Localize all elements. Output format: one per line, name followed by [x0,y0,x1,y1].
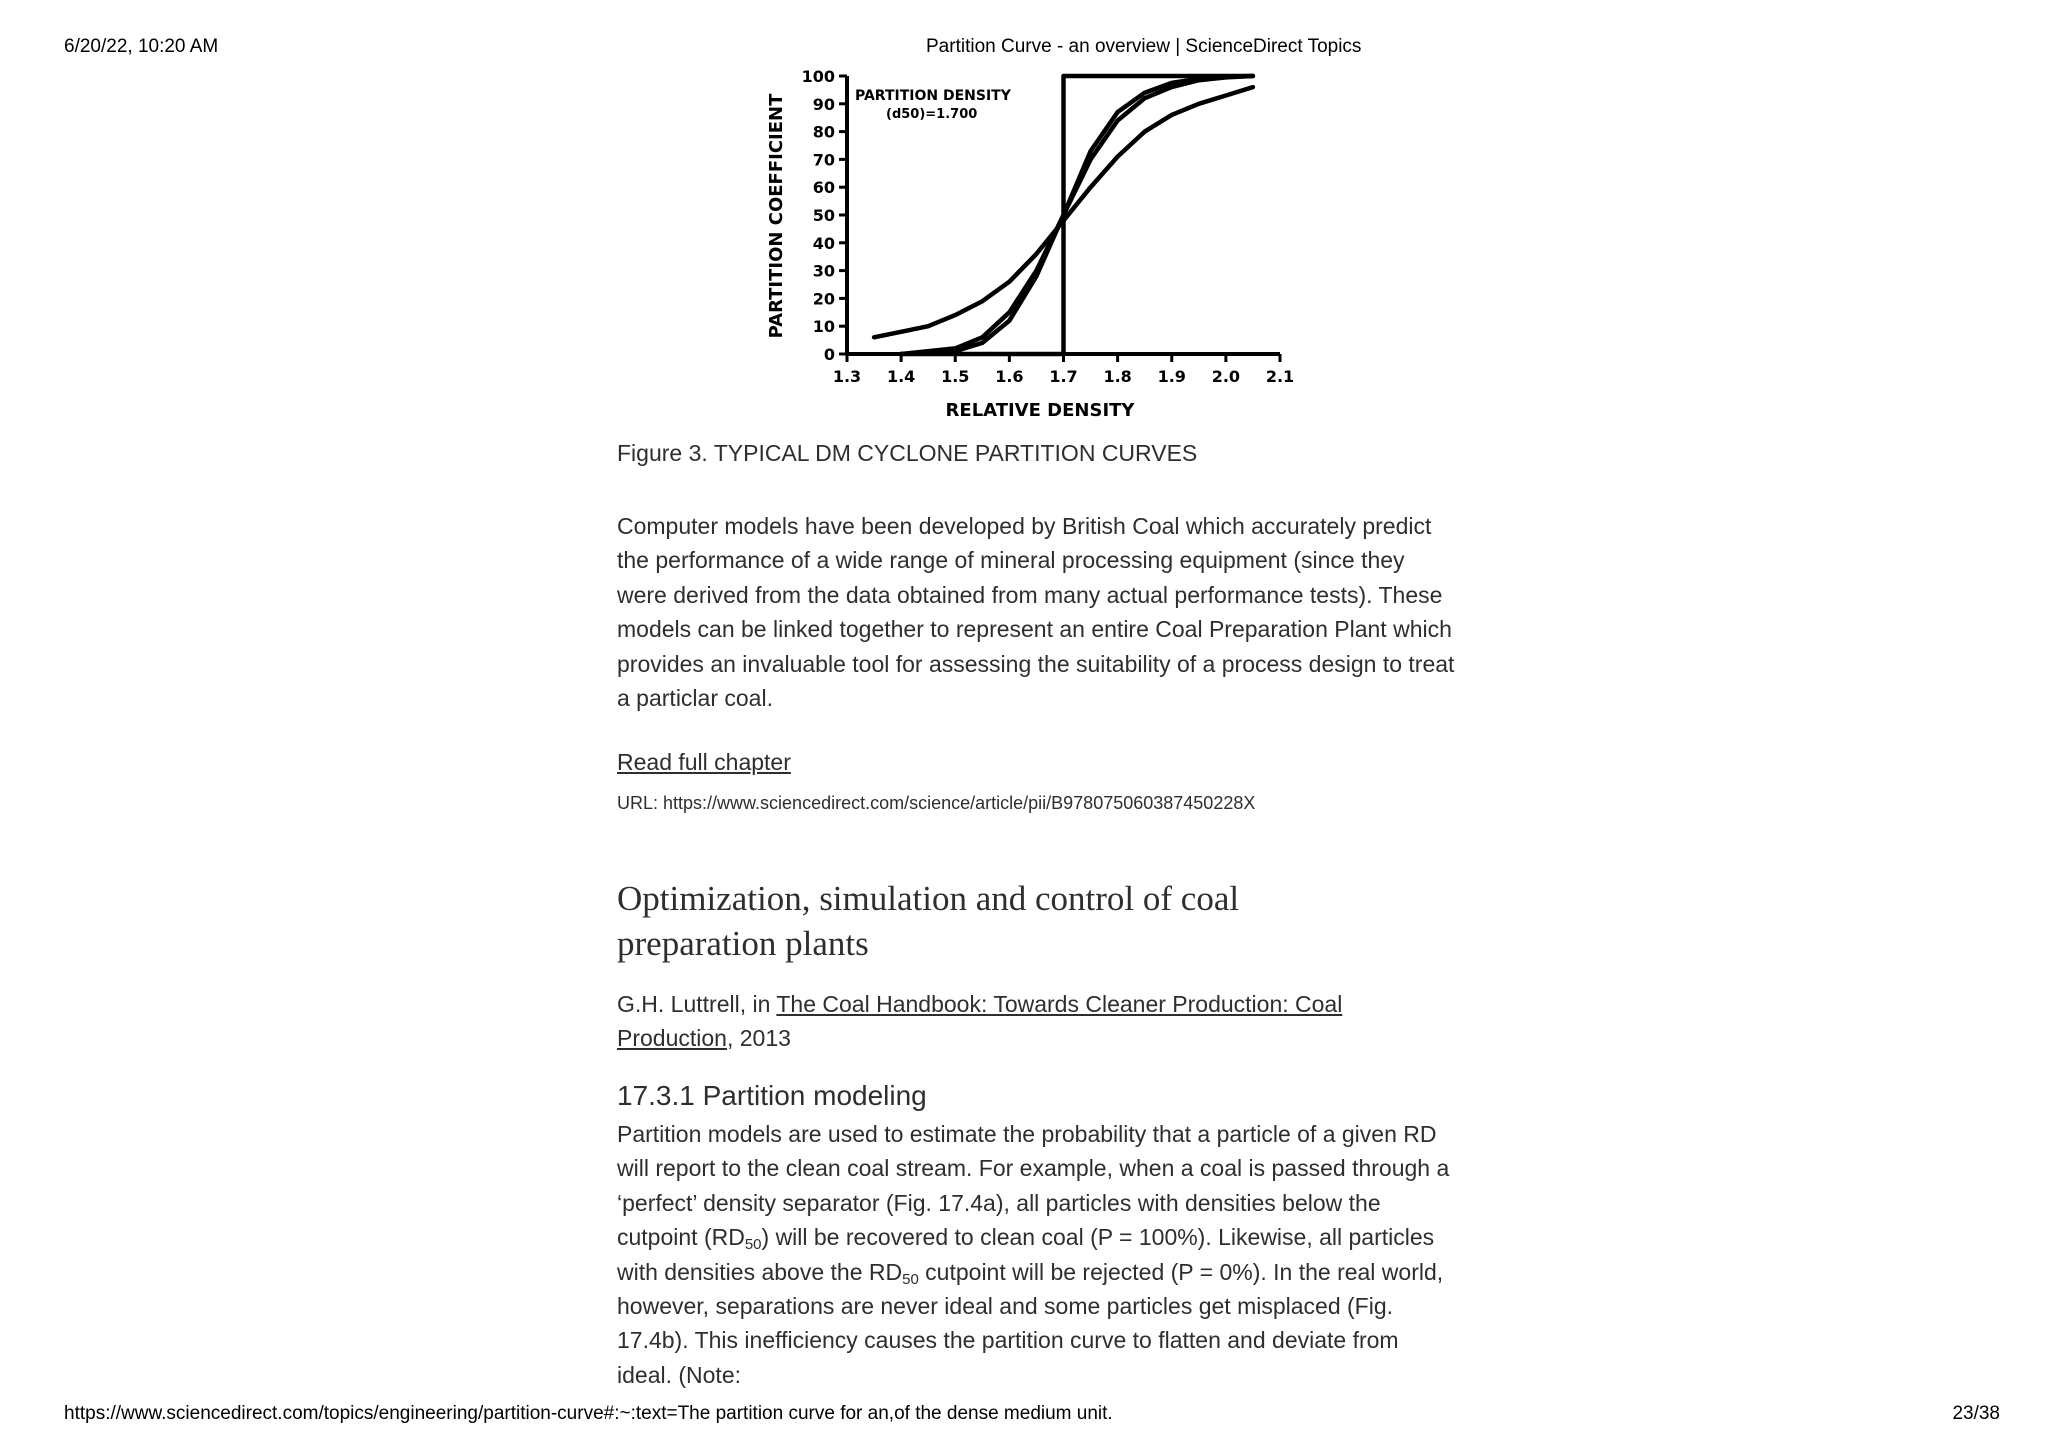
x-tick-label: 1.5 [941,367,970,386]
byline [617,987,1457,1056]
y-tick-label: 0 [823,345,835,364]
author: G.H. Luttrell, in [617,991,777,1017]
x-axis-label: RELATIVE DENSITY [945,400,1135,421]
x-tick-label: 1.9 [1157,367,1186,386]
x-tick-label: 1.6 [995,367,1024,386]
y-tick-label: 60 [812,178,835,198]
y-tick-label: 100 [801,68,835,86]
text-part: ) will be recovered to clean coal (P = 100%). Likewise, all particles with densities above the RD [617,1224,1435,1285]
x-tick-label: 1.8 [1103,367,1132,386]
subscript: 50 [744,1236,762,1254]
article-paragraph: Computer models have been developed by British Coal which accurately predict the performance of a wide range of mineral processing equipment (since they were derived from the data obtained from many actual performance tests). These models can be linked together to represent an entire Coal Preparation Plant which provides an invaluable tool for assessing the suitability of a process design to treat a particlar coal. [617,513,1455,712]
annotation-value: (d50)=1.700 [886,107,978,122]
page-number: 23/38 [1952,1403,2000,1424]
y-tick-label: 80 [812,122,835,142]
partition-curve-chart [760,68,1320,428]
text-part: Partition models are used to estimate the probability that a particle of a given RD will report to the clean coal stream. For example, when a coal is passed through a ‘perfect’ density separator (Fig. 17.4a), all particles with densities below the cutpoint (RD [617,1121,1450,1251]
y-axis-label: PARTITION COEFFICIENT [766,93,787,339]
subscript: 50 [902,1270,919,1288]
partition-modeling-paragraph [617,1117,1457,1392]
subsection-heading: 17.3.1 Partition modeling [617,1080,927,1111]
x-tick-label: 1.4 [886,367,916,386]
y-tick-label: 50 [812,206,835,225]
y-tick-label: 20 [812,289,835,309]
x-tick-label: 2.0 [1211,367,1241,386]
x-tick-label: 2.1 [1265,367,1295,386]
section-title: Optimization, simulation and control of coal preparation plants [617,879,1240,963]
annotation-label: PARTITION DENSITY [855,88,1011,104]
y-tick-label: 10 [812,317,835,337]
y-tick-label: 70 [812,150,835,170]
x-tick-label: 1.3 [832,367,862,386]
read-full-chapter-link[interactable]: Read full chapter [617,749,791,775]
y-tick-label: 30 [812,261,835,281]
y-tick-label: 90 [812,94,835,114]
year: , 2013 [726,1025,791,1052]
y-tick-label: 40 [812,233,835,253]
print-date: 6/20/22, 10:20 AM [64,36,219,57]
article-url: URL: https://www.sciencedirect.com/science/article/pii/B978075060387450228X [617,793,1256,813]
figure-caption: Figure 3. TYPICAL DM CYCLONE PARTITION CURVES [617,440,1198,466]
text-part: cutpoint will be rejected (P = 0%). In the real world, however, separations are never ideal and some particles get misplaced (Fig. 17.4b). This inefficiency causes the partition curve to flatten and deviate from ideal. (Note: [617,1258,1444,1388]
print-url: https://www.sciencedirect.com/topics/engineering/partition-curve#:~:text=The partition curve for an,of the dense medium unit. [64,1403,1113,1424]
book-link[interactable]: The Coal Handbook: Towards Cleaner Production: Coal Production [617,991,1343,1052]
print-page-title: Partition Curve - an overview | ScienceDirect Topics [926,36,1362,57]
x-tick-label: 1.7 [1049,367,1078,386]
